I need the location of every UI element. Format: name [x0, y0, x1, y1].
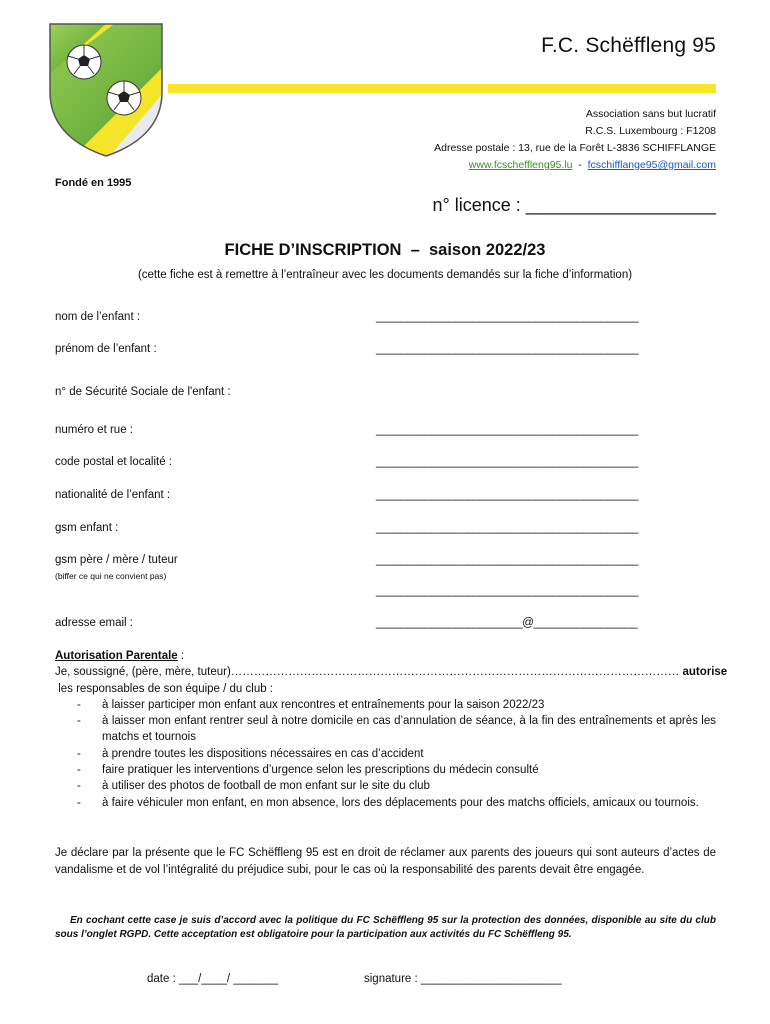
form-title: FICHE D’INSCRIPTION – saison 2022/23 [224, 241, 546, 259]
parent-gsm-field-2[interactable]: ___________________________________________ [376, 585, 639, 597]
contact-separator: - [572, 159, 588, 171]
authorization-verb: autorise [682, 666, 728, 679]
parent-gsm-field[interactable]: ___________________________________________ [376, 554, 639, 566]
date-field[interactable]: date : ___/____/ _______ [147, 973, 279, 985]
contact-line [469, 159, 716, 171]
child-lastname-label: nom de l’enfant : [55, 311, 141, 323]
football-icon [107, 81, 141, 115]
authorization-line2: les responsables de son équipe / du club : [55, 682, 274, 695]
list-item: - à faire véhiculer mon enfant, en mon absence, lors des déplacements pour des matchs officiels, amicaux ou tournois. [77, 796, 699, 809]
list-item: - à prendre toutes les dispositions nécessaires en cas d’accident [77, 747, 424, 760]
list-item: - faire pratiquer les interventions d’urgence selon les prescriptions du médecin consulté [77, 764, 539, 777]
parent-gsm-label: gsm père / mère / tuteur [55, 554, 178, 566]
authorization-intro: Je, soussigné, (père, mère, tuteur)……………………………………………………………………………………………………… [55, 666, 683, 679]
nationality-label: nationalité de l’enfant : [55, 489, 171, 501]
club-name: F.C. Schëffleng 95 [541, 34, 716, 57]
parent-gsm-note: (biffer ce qui ne convient pas) [55, 571, 167, 581]
licence-number-field[interactable]: n° licence : ___________________ [432, 195, 716, 215]
email-field[interactable]: ________________________@_________________ [376, 617, 638, 629]
header-divider-bar [168, 84, 716, 93]
authorization-title: Autorisation Parentale [55, 650, 178, 662]
website-link[interactable]: www.fcscheffleng95.lu [468, 159, 573, 171]
postal-code-label: code postal et localité : [55, 456, 172, 468]
email-label: adresse email : [55, 617, 133, 629]
nationality-field[interactable]: ___________________________________________ [376, 489, 639, 501]
rcs-line: R.C.S. Luxembourg : F1208 [585, 125, 716, 137]
email-link[interactable]: fcschifflange95@gmail.com [587, 159, 716, 171]
authorization-list [55, 697, 716, 811]
rgpd-consent-text: En cochant cette case je suis d’accord avec la politique du FC Schëffleng 95 sur la protection des données, disponible au site du club sous l’onglet RGPD. Cette acceptation est obligatoire pour la participation aux activités du FC Schëffleng 95. [55, 915, 716, 941]
child-lastname-field[interactable]: ___________________________________________ [376, 311, 639, 323]
list-item: - à laisser mon enfant rentrer seul à notre domicile en cas d’annulation de séance, à la fin des entraînements et après les matchs et tournois [77, 715, 716, 744]
form-subtitle: (cette fiche est à remettre à l’entraîneur avec les documents demandés sur la fiche d’information) [137, 269, 633, 281]
social-security-label: n° de Sécurité Sociale de l'enfant : [55, 386, 231, 398]
association-line: Association sans but lucratif [585, 108, 716, 120]
parental-authorization [55, 648, 728, 811]
declaration-text: Je déclare par la présente que le FC Schëffleng 95 est en droit de réclamer aux parents des joueurs qui sont auteurs d’actes de vandalisme et de vol l’intégralité du préjudice subi, pour le cas où la responsabilité des parents devait être engagée. [55, 847, 716, 876]
signature-field[interactable]: signature : ______________________ [364, 973, 562, 985]
address-line: Adresse postale : 13, rue de la Forêt L-3836 SCHIFFLANGE [434, 142, 716, 154]
list-item: - à laisser participer mon enfant aux rencontres et entraînements pour la saison 2022/23 [77, 698, 545, 711]
club-logo [48, 22, 164, 158]
list-item: - à utiliser des photos de football de mon enfant sur le site du club [77, 780, 430, 793]
child-firstname-field[interactable]: ___________________________________________ [376, 343, 639, 355]
football-icon [67, 45, 101, 79]
postal-code-field[interactable]: ___________________________________________ [376, 456, 639, 468]
founded-text: Fondé en 1995 [55, 177, 132, 189]
child-gsm-field[interactable]: ___________________________________________ [376, 522, 639, 534]
street-field[interactable]: ___________________________________________ [376, 424, 639, 436]
child-gsm-label: gsm enfant : [55, 522, 119, 534]
child-firstname-label: prénom de l’enfant : [55, 343, 157, 355]
authorization-title-suffix: : [177, 650, 185, 662]
street-label: numéro et rue : [55, 424, 133, 436]
